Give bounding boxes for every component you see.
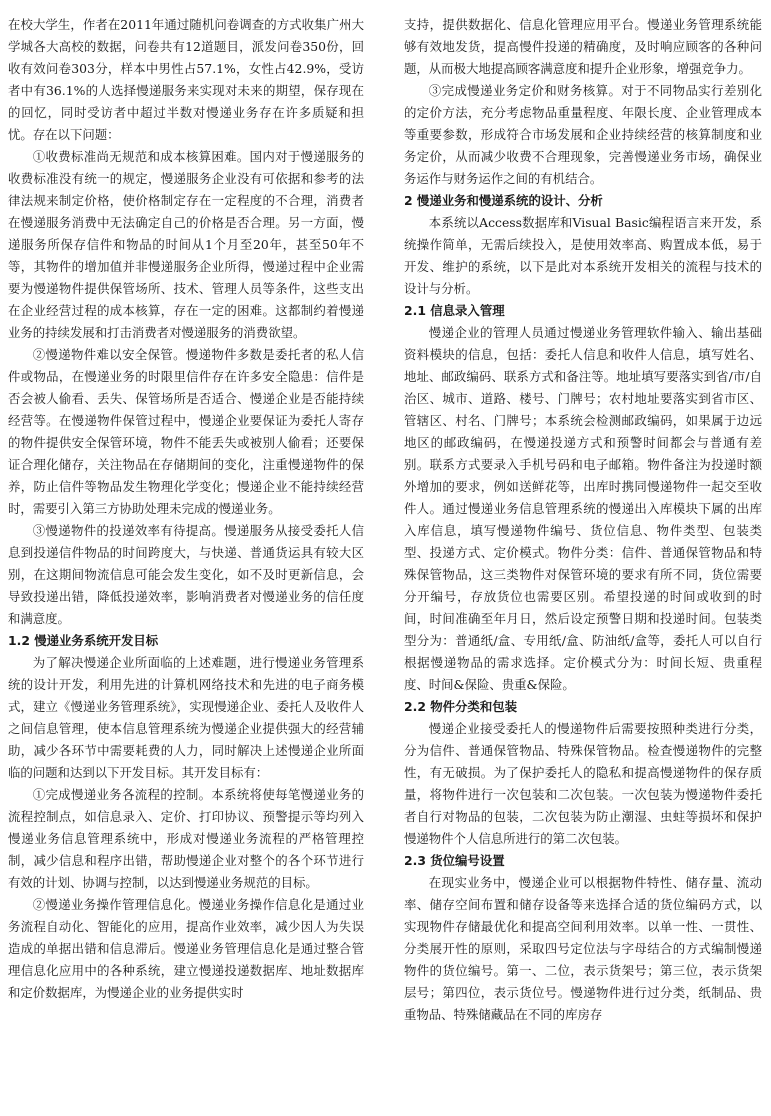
section-2-3-heading: 2.3 货位编号设置 <box>404 853 505 868</box>
section-2-3-paragraph: 在现实业务中，慢递企业可以根据物件特性、储存量、流动率、储存空间布置和储存设备等来选择合适的货位编码方式，以实现物件存储最优化和提高空间利用效率。以单一性、一贯性、分类展开性的原则，采取四号定位法与字母结合的方式编制慢递物件的货位编号。第一、二位，表示货架号；第三位，表示货架层号；第四位，表示货位号。慢递物件进行过分类，纸制品、贵重物品、特殊储藏品在不同的库房存 <box>404 875 762 1022</box>
section-1-2-heading: 1.2 慢递业务系统开发目标 <box>8 633 159 648</box>
goal-3-paragraph: ③完成慢递业务定价和财务核算。对于不同物品实行差别化的定价方法，充分考虑物品重量程度、年限长度、企业管理成本等重要参数，形成符合市场发展和企业持续经营的核算制度和业务定价，从而减少收费不合理现象，完善慢递业务市场，确保业务运作与财务运作之间的有机结合。 <box>404 83 762 186</box>
goal-1-paragraph: ①完成慢递业务各流程的控制。本系统将使每笔慢递业务的流程控制点，如信息录入、定价、打印协议、预警提示等均列入慢递业务信息管理系统中，形成对慢递业务流程的严格管理控制，减少信息和程序出错，帮助慢递企业对整个的各个环节进行有效的计划、协调与控制，以达到慢递业务规范的目标。 <box>8 787 364 890</box>
right-column <box>404 14 762 1026</box>
section-2-heading: 2 慢递业务和慢递系统的设计、分析 <box>404 193 603 208</box>
goal-2-continued-paragraph: 支持，提供数据化、信息化管理应用平台。慢递业务管理系统能够有效地发货，提高慢件投递的精确度，及时响应顾客的各种问题，从而极大地提高顾客满意度和提升企业形象，增强竞争力。 <box>404 17 762 76</box>
problem-3-paragraph: ③慢递物件的投递效率有待提高。慢递服务从接受委托人信息到投递信件物品的时间跨度大，与快递、普通货运具有较大区别，在这期间物流信息可能会发生变化，如不及时更新信息，会导致投递出错，降低投递效率，影响消费者对慢递业务的信任度和满意度。 <box>8 523 364 626</box>
intro-paragraph: 在校大学生，作者在2011年通过随机问卷调查的方式收集广州大学城各大高校的数据，问卷共有12道题目，派发问卷350份，回收有效问卷303分，样本中男性占57.1%，女性占42.9%，受访者中有36.1%的人选择慢递服务来实现对未来的期望，保存现在的回忆，同时受访者中超过半数对慢递业务存在许多质疑和担忧。存在以下问题： <box>8 17 364 142</box>
section-2-1-paragraph: 慢递企业的管理人员通过慢递业务管理软件输入、输出基础资料模块的信息，包括：委托人信息和收件人信息，填写姓名、地址、邮政编码、联系方式和备注等。地址填写要落实到省/市/自治区、城市、道路、楼号、门牌号；农村地址要落实到省市区、管辖区、村名、门牌号；本系统会检测邮政编码，如果属于边远地区的邮政编码，在慢递投递方式和预警时间都会与普通有差别。联系方式要录入手机号码和电子邮箱。物件备注为投递时额外增加的要求，例如送鲜花等，出库时携同慢递物件一起交至收件人。通过慢递业务信息管理系统的慢递出入库模块下属的出库入库信息，填写慢递物件编号、货位信息、物件类型、包装类型、投递方式、定价模式。物件分类：信件、普通保管物品和特殊保管物品，这三类物件对保管环境的要求有所不同，货位需要分开编号，存放货位也需要区别。希望投递的时间或收到的时间，时间准确至年月日，然后设定预警日期和投递时间。包装类型分为：普通纸/盒、专用纸/盒、防油纸/盒等，委托人可以自行根据慢递物品的需求选择。定价模式分为：时间长短、贵重程度、时间&保险、贵重&保险。 <box>404 325 762 692</box>
section-2-2-heading: 2.2 物件分类和包装 <box>404 699 517 714</box>
section-2-2-paragraph: 慢递企业接受委托人的慢递物件后需要按照种类进行分类，分为信件、普通保管物品、特殊保管物品。检查慢递物件的完整性，有无破损。为了保护委托人的隐私和提高慢递物件的保存质量，将物件进行一次包装和二次包装。一次包装为慢递物件委托者自行对物品的包装，二次包装为防止潮湿、虫蛀等损坏和保护慢递物件个人信息所进行的第二次包装。 <box>404 721 762 846</box>
goal-intro-paragraph: 为了解决慢递企业所面临的上述难题，进行慢递业务管理系统的设计开发，利用先进的计算机网络技术和先进的电子商务模式，建立《慢递业务管理系统》，实现慢递企业、委托人及收件人之间信息管理，使本信息管理系统为慢递企业提供强大的经营辅助，减少各环节中需要耗费的人力，同时解决上述慢递企业所面临的问题和达到以下开发目标。其开发目标有： <box>8 655 364 780</box>
problem-2-paragraph: ②慢递物件难以安全保管。慢递物件多数是委托者的私人信件或物品，在慢递业务的时限里信件存在许多安全隐患：信件是否会被人偷看、丢失、保管场所是否适合、慢递企业是否能持续经营等。在慢递物件保管过程中，慢递企业要保证为委托人寄存的物件提供安全保管环境，物件不能丢失或被别人偷看；还要保证合理化储存，关注物品在存储期间的变化，注重慢递物件的保养，防止信件等物品发生物理化学变化；慢递企业不能持续经营时，需要引入第三方协助处理未完成的慢递业务。 <box>8 347 364 516</box>
goal-2-paragraph: ②慢递业务操作管理信息化。慢递业务操作信息化是通过业务流程自动化、智能化的应用，提高作业效率，减少因人为失误造成的单据出错和信息滞后。慢递业务管理信息化是通过整合管理信息化应用中的各种系统，建立慢递投递数据库、地址数据库和定价数据库，为慢递企业的业务提供实时 <box>8 897 364 1000</box>
section-2-1-heading: 2.1 信息录入管理 <box>404 303 505 318</box>
section-2-intro-paragraph: 本系统以Access数据库和Visual Basic编程语言来开发，系统操作简单，无需后续投入，是使用效率高、购置成本低，易于开发、维护的系统，以下是此对本系统开发相关的流程与技术的设计与分析。 <box>404 215 762 296</box>
problem-1-paragraph: ①收费标准尚无规范和成本核算困难。国内对于慢递服务的收费标准没有统一的规定，慢递服务企业没有可依据和参考的法律法规来制定价格，使价格制定存在一定程度的不合理，消费者在慢递服务消费中无法确定自己的价格是否合理。另一方面，慢递服务所保存信件和物品的时间从1个月至20年，甚至50年不等，其物件的增加值并非慢递服务企业所得，慢递过程中企业需要为慢递物件提供保管场所、技术、管理人员等条件，这些支出在企业经营过程的成本核算，存在一定的困难。这都制约着慢递业务的持续发展和打击消费者对慢递服务的消费欲望。 <box>8 149 364 340</box>
left-column <box>8 14 364 1004</box>
